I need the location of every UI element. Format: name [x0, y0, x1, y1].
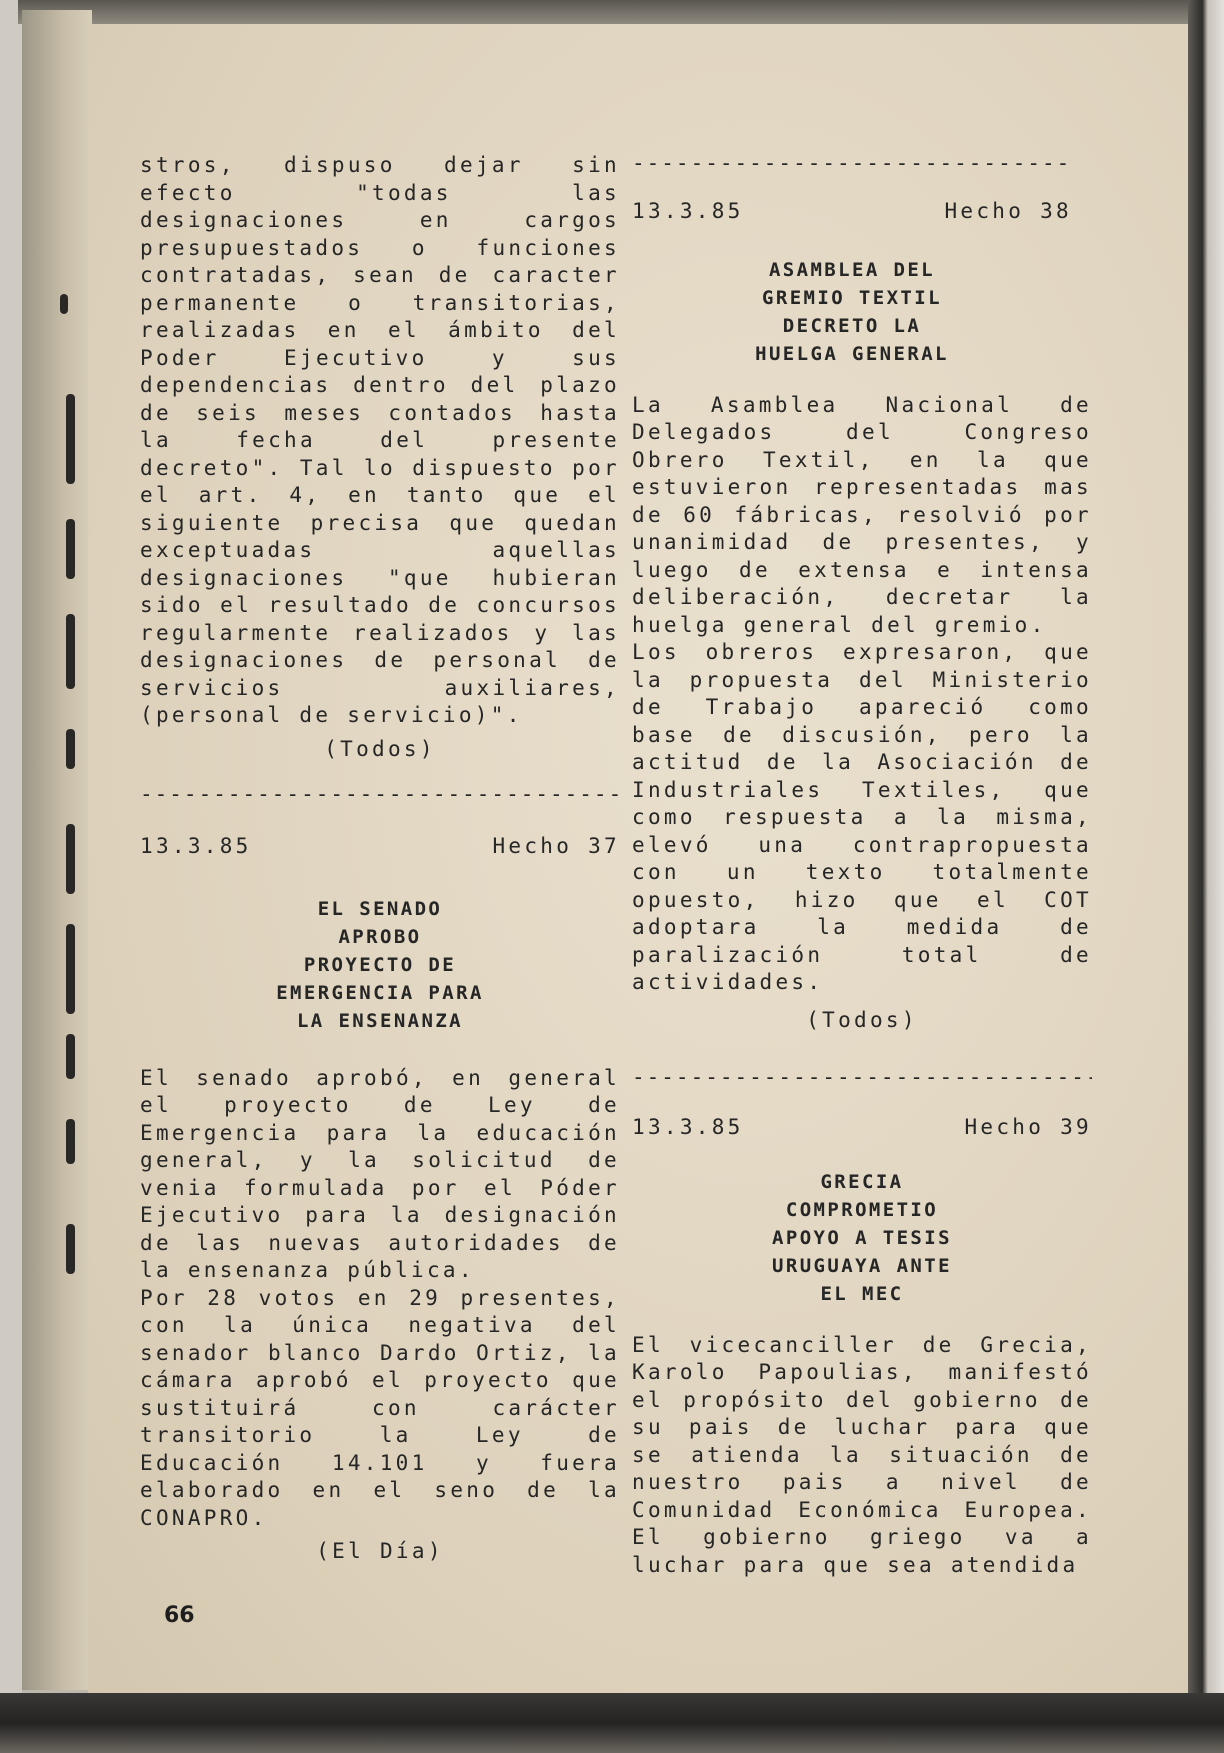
binding-hole [66, 1119, 75, 1164]
article-date: 13.3.85 [140, 834, 252, 858]
headline-line: EL SENADO [317, 897, 443, 920]
binding-hole [66, 519, 75, 579]
headline-line: EMERGENCIA PARA [276, 981, 484, 1004]
article-paragraph: Los obreros expresaron, que la propuesta del Ministerio de Trabajo apareció como base de discusión, pero la actitud de la Asociación de Industriales Textiles, que como respuesta a la misma, elevó una contrapropuesta con un texto totalmente opuesto, hizo que el COT adoptara la medida de paralización total de actividades. [632, 640, 1092, 994]
article-number: Hecho 38 [944, 199, 1072, 223]
binding-hole [66, 394, 75, 484]
headline-line: EL MEC [820, 1282, 904, 1305]
binding-hole [66, 924, 75, 1014]
book-binding [22, 10, 92, 1690]
article-source: (Todos) [806, 1007, 918, 1032]
article-header [632, 1114, 1092, 1142]
scan-left-edge [0, 0, 22, 1753]
headline-line: APROBO [338, 925, 422, 948]
scan-right-edge [1188, 0, 1224, 1753]
binding-hole [66, 824, 75, 894]
article-headline [140, 895, 620, 1035]
binding-hole [66, 729, 75, 769]
article-date: 13.3.85 [632, 1115, 744, 1139]
article-paragraph: Por 28 votos en 29 presentes, con la única negativa del senador blanco Dardo Ortiz, la cámara aprobó el proyecto que sustituirá con carácter transitorio la Ley de Educación 14.101 y fuera elaborado en el seno de la CONAPRO. [140, 1285, 620, 1530]
section-divider [140, 781, 620, 807]
headline-line: HUELGA GENERAL [755, 342, 949, 365]
headline-line: GREMIO TEXTIL [762, 286, 942, 309]
article-header [632, 198, 1072, 226]
article-headline [632, 256, 1072, 368]
article-headline [632, 1168, 1092, 1308]
headline-line: COMPROMETIO [785, 1198, 939, 1221]
section-divider [632, 1064, 1092, 1090]
binding-hole [60, 294, 68, 314]
binding-hole [66, 1224, 75, 1274]
continued-paragraph: stros, dispuso dejar sin efecto "todas las designaciones en cargos presupuestados o funciones contratadas, sean de caracter permanente o transitorias, realizadas en el ámbito del Poder Ejecutivo y sus dependencias dentro del plazo de seis meses contados hasta la fecha del presente decreto". Tal lo dispuesto por el art. 4, en tanto que el siguiente precisa que quedan exceptuadas aquellas designaciones "que hubieran sido el resultado de concursos regularmente realizados y las designaciones de personal de servicios auxiliares, (personal de servicio)". [140, 153, 620, 727]
article-number: Hecho 39 [964, 1115, 1092, 1139]
headline-line: ASAMBLEA DEL [768, 258, 936, 281]
section-divider [632, 150, 1072, 176]
article-paragraph: El vicecanciller de Grecia, Karolo Papoulias, manifestó el propósito del gobierno de su pais de luchar para que se atienda la situación de nuestro pais a nivel de Comunidad Económica Europea. El gobierno griego va a luchar para que sea atendida [632, 1332, 1092, 1577]
article-header [140, 833, 620, 861]
article-date: 13.3.85 [632, 199, 744, 223]
continued-source: (Todos) [324, 736, 436, 761]
headline-line: URUGUAYA ANTE [772, 1254, 952, 1277]
headline-line: PROYECTO DE [303, 953, 457, 976]
binding-hole [66, 614, 75, 689]
binding-hole [66, 1034, 75, 1079]
page-number: 66 [164, 1603, 195, 1628]
scan-top-edge [18, 0, 1208, 24]
right-column [632, 150, 1092, 1579]
headline-line: APOYO A TESIS [772, 1226, 952, 1249]
headline-line: DECRETO LA [782, 314, 922, 337]
headline-line: LA ENSENANZA [296, 1009, 464, 1032]
article-source: (El Día) [316, 1539, 444, 1563]
article-number: Hecho 37 [492, 834, 620, 858]
article-paragraph: El senado aprobó, en general el proyecto de Ley de Emergencia para la educación general, y la solicitud de venia formulada por el Póder Ejecutivo para la designación de las nuevas autoridades de la ensenanza pública. [140, 1065, 620, 1282]
article-paragraph: La Asamblea Nacional de Delegados del Congreso Obrero Textil, en la que estuvieron representadas mas de 60 fábricas, resolvió por unanimidad de presentes, y luego de extensa e intensa deliberación, decretar la huelga general del gremio. [632, 392, 1092, 637]
headline-line: GRECIA [820, 1170, 904, 1193]
scan-bottom-edge [0, 1693, 1224, 1753]
left-column [140, 152, 620, 1566]
